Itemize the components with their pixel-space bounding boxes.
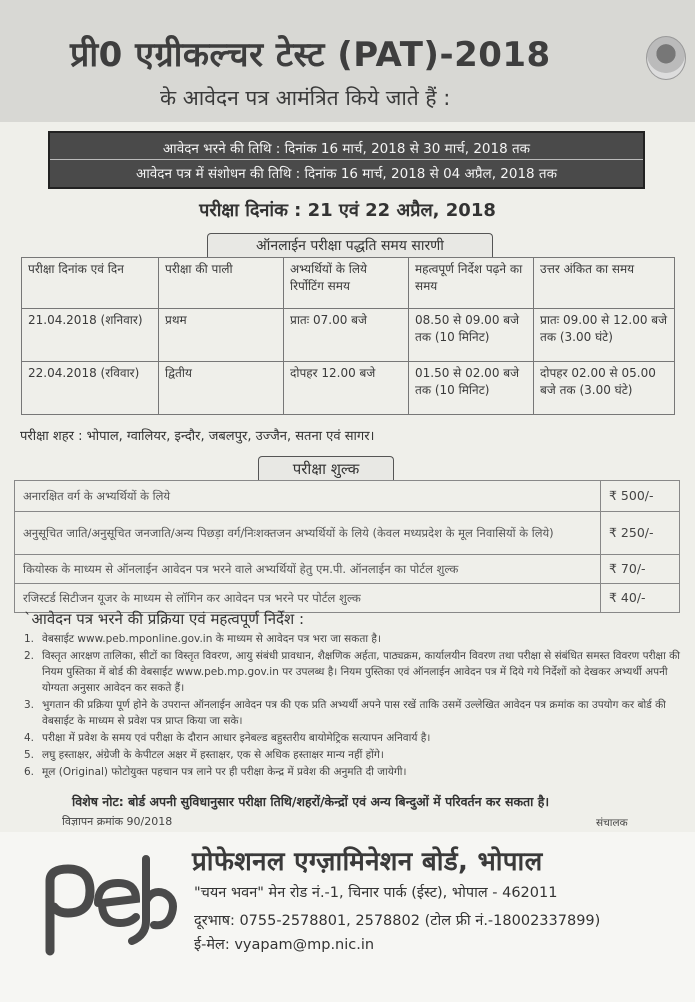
schedule-col-header: उत्तर अंकित का समय <box>534 258 675 309</box>
fee-table <box>14 480 680 613</box>
schedule-cell: 08.50 से 09.00 बजे तक (10 मिनिट) <box>409 309 534 362</box>
fee-amount: ₹ 70/- <box>601 555 680 584</box>
fee-label: अनुसूचित जाति/अनुसूचित जनजाति/अन्य पिछड़ा वर्ग/निःशक्तजन अभ्यर्थियों के लिये (केवल मध्यप्रदेश के मूल निवासियों के लिये) <box>15 512 601 555</box>
header-banner <box>0 0 695 122</box>
item-number: 5. <box>24 749 35 761</box>
fee-amount: ₹ 40/- <box>601 584 680 613</box>
fee-heading: परीक्षा शुल्क <box>258 456 394 481</box>
item-text: परीक्षा में प्रवेश के समय एवं परीक्षा के दौरान आधार इनेबल्ड बहुस्तरीय बायोमेट्रिक सत्यापन अनिवार्य है। <box>42 732 431 744</box>
schedule-col-header: परीक्षा दिनांक एवं दिन <box>22 258 159 309</box>
list-item <box>20 697 680 729</box>
exam-date: परीक्षा दिनांक : 21 एवं 22 अप्रैल, 2018 <box>199 200 496 221</box>
schedule-cell: प्रातः 07.00 बजे <box>284 309 409 362</box>
item-number: 3. <box>24 699 35 711</box>
correction-date: आवेदन पत्र में संशोधन की तिथि : दिनांक 16 मार्च, 2018 से 04 अप्रैल, 2018 तक <box>135 166 557 182</box>
list-item <box>20 747 680 763</box>
organization-name: प्रोफेशनल एग्ज़ामिनेशन बोर्ड, भोपाल <box>192 847 543 877</box>
list-item <box>20 648 680 696</box>
procedure-list <box>20 631 680 781</box>
schedule-table <box>21 257 675 415</box>
item-text: मूल (Original) फोटोयुक्त पहचान पत्र लाने पर ही परीक्षा केन्द्र में प्रवेश की अनुमति दी जायेगी। <box>42 766 407 778</box>
organization-address: "चयन भवन" मेन रोड नं.-1, चिनार पार्क (ईस्ट), भोपाल - 462011 <box>194 885 558 901</box>
schedule-cell: दोपहर 02.00 से 05.00 बजे तक (3.00 घंटे) <box>534 362 675 415</box>
schedule-heading: ऑनलाईन परीक्षा पद्धति समय सारणी <box>207 233 493 258</box>
fee-label: रजिस्टर्ड सिटीजन यूजर के माध्यम से लॉगिन कर आवेदन पत्र भरने पर पोर्टल शुल्क <box>15 584 601 613</box>
item-text: लघु हस्ताक्षर, अंग्रेजी के केपीटल अक्षर में हस्ताक्षर, एक से अधिक हस्ताक्षर मान्य नहीं होंगे। <box>42 749 384 761</box>
peb-logo-icon <box>28 851 178 961</box>
table-row <box>15 555 680 584</box>
exam-cities: परीक्षा शहर : भोपाल, ग्वालियर, इन्दौर, जबलपुर, उज्जैन, सतना एवं सागर। <box>20 429 375 444</box>
fee-amount: ₹ 500/- <box>601 481 680 512</box>
schedule-cell: 21.04.2018 (शनिवार) <box>22 309 159 362</box>
emblem-icon <box>646 36 686 80</box>
schedule-cell: दोपहर 12.00 बजे <box>284 362 409 415</box>
list-item <box>20 730 680 746</box>
application-date: आवेदन भरने की तिथि : दिनांक 16 मार्च, 2018 से 30 मार्च, 2018 तक <box>162 141 531 157</box>
list-item <box>20 631 680 647</box>
schedule-col-header: परीक्षा की पाली <box>159 258 284 309</box>
item-text: विस्तृत आरक्षण तालिका, सीटों का विस्तृत विवरण, आयु संबंधी प्रावधान, शैक्षणिक अर्हता, पाठ्यक्रम, कार्यालयीन विवरण तथा परीक्षा से संबंधित समस्त विवरण परीक्षा की नियम पुस्तिका में बोर्ड की वेबसाईट www.peb.mp.gov.in पर उपलब्ध है। नियम पुस्तिका एवं ऑनलाईन आवेदन पत्र में दिये गये निर्देशों को देखकर अभ्यर्थी अपनी योग्यता अनुसार आवेदन कर सकते हैं। <box>42 650 680 694</box>
item-number: 6. <box>24 766 35 778</box>
schedule-header-row <box>22 258 675 309</box>
table-row <box>22 309 675 362</box>
schedule-cell: 22.04.2018 (रविवार) <box>22 362 159 415</box>
special-note: विशेष नोट: बोर्ड अपनी सुविधानुसार परीक्षा तिथि/शहरों/केन्द्रों एवं अन्य बिन्दुओं में परिवर्तन कर सकता है। <box>72 794 550 809</box>
schedule-col-header: अभ्यर्थियों के लिये रिर्पोटिंग समय <box>284 258 409 309</box>
fee-label: अनारक्षित वर्ग के अभ्यर्थियों के लिये <box>15 481 601 512</box>
fee-amount: ₹ 250/- <box>601 512 680 555</box>
fee-label: कियोस्क के माध्यम से ऑनलाईन आवेदन पत्र भरने वाले अभ्यर्थियों हेतु एम.पी. ऑनलाईन का पोर्टल शुल्क <box>15 555 601 584</box>
dates-divider <box>50 159 643 160</box>
table-row <box>15 512 680 555</box>
item-text: भुगतान की प्रक्रिया पूर्ण होने के उपरान्त ऑनलाईन आवेदन पत्र की एक प्रति अभ्यर्थी अपने पास रखें ताकि उसमें उल्लेखित आवेदन पत्र क्रमांक का उपयोग कर बोर्ड की वेबसाईट के माध्यम से प्रवेश पत्र प्राप्त किया जा सके। <box>42 699 666 727</box>
table-row <box>22 362 675 415</box>
advertisement-number: विज्ञापन क्रमांक 90/2018 <box>62 815 173 828</box>
page-title: प्री0 एग्रीकल्चर टेस्ट (PAT)-2018 <box>70 35 551 75</box>
schedule-cell: प्रथम <box>159 309 284 362</box>
item-number: 1. <box>24 633 35 645</box>
organization-phone: दूरभाष: 0755-2578801, 2578802 (टोल फ्री नं.-18002337899) <box>194 913 601 929</box>
schedule-cell: द्वितीय <box>159 362 284 415</box>
schedule-col-header: महत्वपूर्ण निर्देश पढ़ने का समय <box>409 258 534 309</box>
item-text: वेबसाईट www.peb.mponline.gov.in के माध्यम से आवेदन पत्र भरा जा सकता है। <box>42 633 381 645</box>
schedule-cell: प्रातः 09.00 से 12.00 बजे तक (3.00 घंटे) <box>534 309 675 362</box>
organization-email: ई-मेल: vyapam@mp.nic.in <box>194 937 375 953</box>
list-item <box>20 764 680 780</box>
signatory: संचालक <box>596 817 628 829</box>
application-dates-box <box>48 131 645 189</box>
table-row <box>15 481 680 512</box>
page-subtitle: के आवेदन पत्र आमंत्रित किये जाते हैं : <box>160 86 451 110</box>
procedure-heading: `आवेदन पत्र भरने की प्रक्रिया एवं महत्वपूर्ण निर्देश : <box>24 610 305 628</box>
schedule-cell: 01.50 से 02.00 बजे तक (10 मिनिट) <box>409 362 534 415</box>
item-number: 4. <box>24 732 35 744</box>
item-number: 2. <box>24 650 35 662</box>
